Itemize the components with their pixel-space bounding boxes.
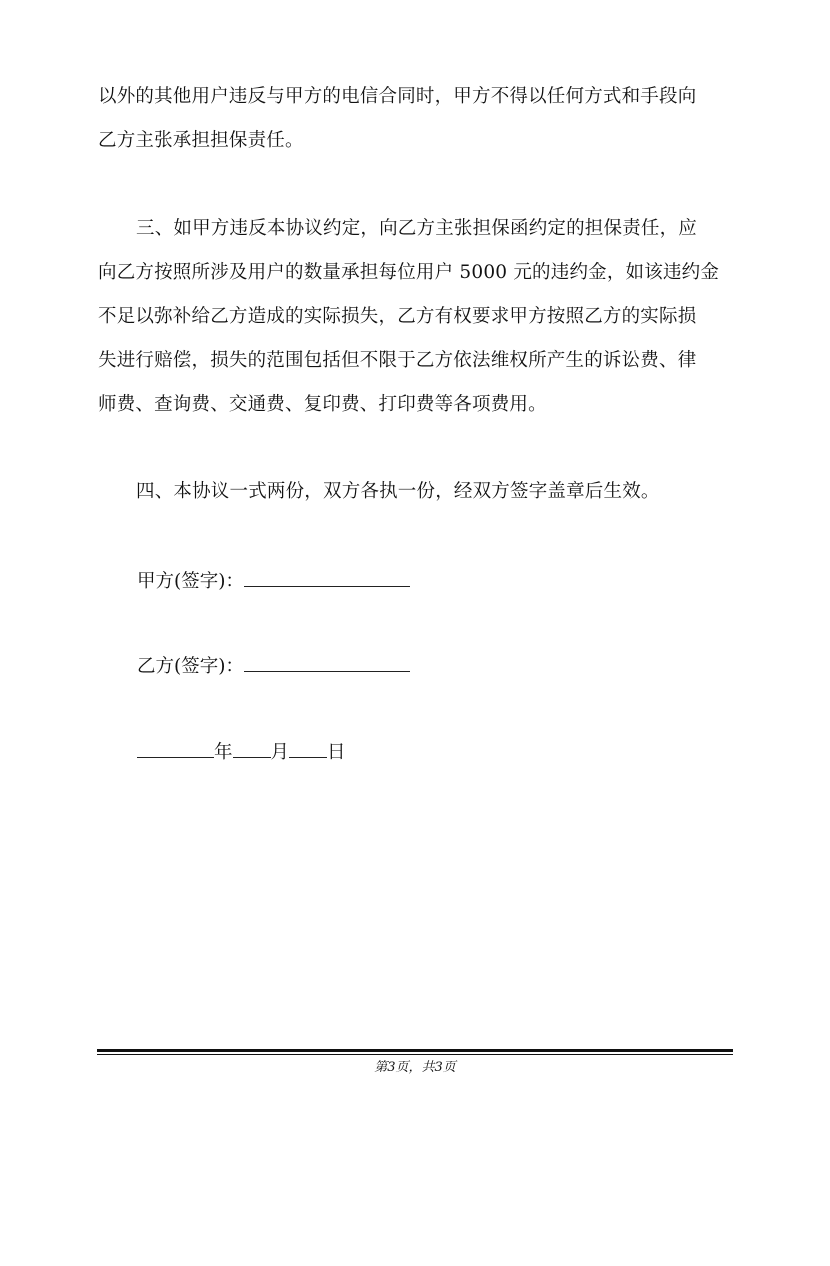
watermark-bottom <box>326 1004 635 1266</box>
clause-line: 师费、查询费、交通费、复印费、打印费等各项费用。 <box>98 394 547 415</box>
party-a-label: 甲方(签字)： <box>137 571 244 592</box>
paragraph-line: 乙方主张承担担保责任。 <box>98 130 304 151</box>
clause-three <box>98 207 738 427</box>
paragraph-line: 以外的其他用户违反与甲方的电信合同时，甲方不得以任何方式和手段向 <box>98 86 697 107</box>
clause-line: 三、如甲方违反本协议约定，向乙方主张担保函约定的担保责任，应 <box>136 218 698 239</box>
party-a-signature-field[interactable] <box>244 566 410 587</box>
clause-line: 向乙方按照所涉及用户的数量承担每位用户 5000 元的违约金，如该违约金 <box>98 262 720 283</box>
month-field[interactable] <box>233 737 271 758</box>
date-line <box>137 737 346 766</box>
party-b-signature-field[interactable] <box>244 651 410 672</box>
year-label: 年 <box>214 742 233 763</box>
clause-line: 四、本协议一式两份，双方各执一份，经双方签字盖章后生效。 <box>136 481 660 502</box>
footer-rule-thin <box>97 1054 733 1055</box>
party-a-signature <box>137 566 410 595</box>
day-label: 日 <box>327 742 346 763</box>
page-number: 第3页，共3页 <box>374 1060 456 1075</box>
footer-rule <box>97 1049 733 1052</box>
day-field[interactable] <box>289 737 327 758</box>
clause-line: 失进行赔偿，损失的范围包括但不限于乙方依法维权所产生的诉讼费、律 <box>98 350 697 371</box>
clause-line: 不足以弥补给乙方造成的实际损失，乙方有权要求甲方按照乙方的实际损 <box>98 306 697 327</box>
party-b-signature <box>137 651 410 680</box>
year-field[interactable] <box>137 737 214 758</box>
paragraph-continued <box>98 75 738 163</box>
month-label: 月 <box>270 742 290 763</box>
clause-four <box>98 470 738 514</box>
party-b-label: 乙方(签字)： <box>137 656 244 677</box>
